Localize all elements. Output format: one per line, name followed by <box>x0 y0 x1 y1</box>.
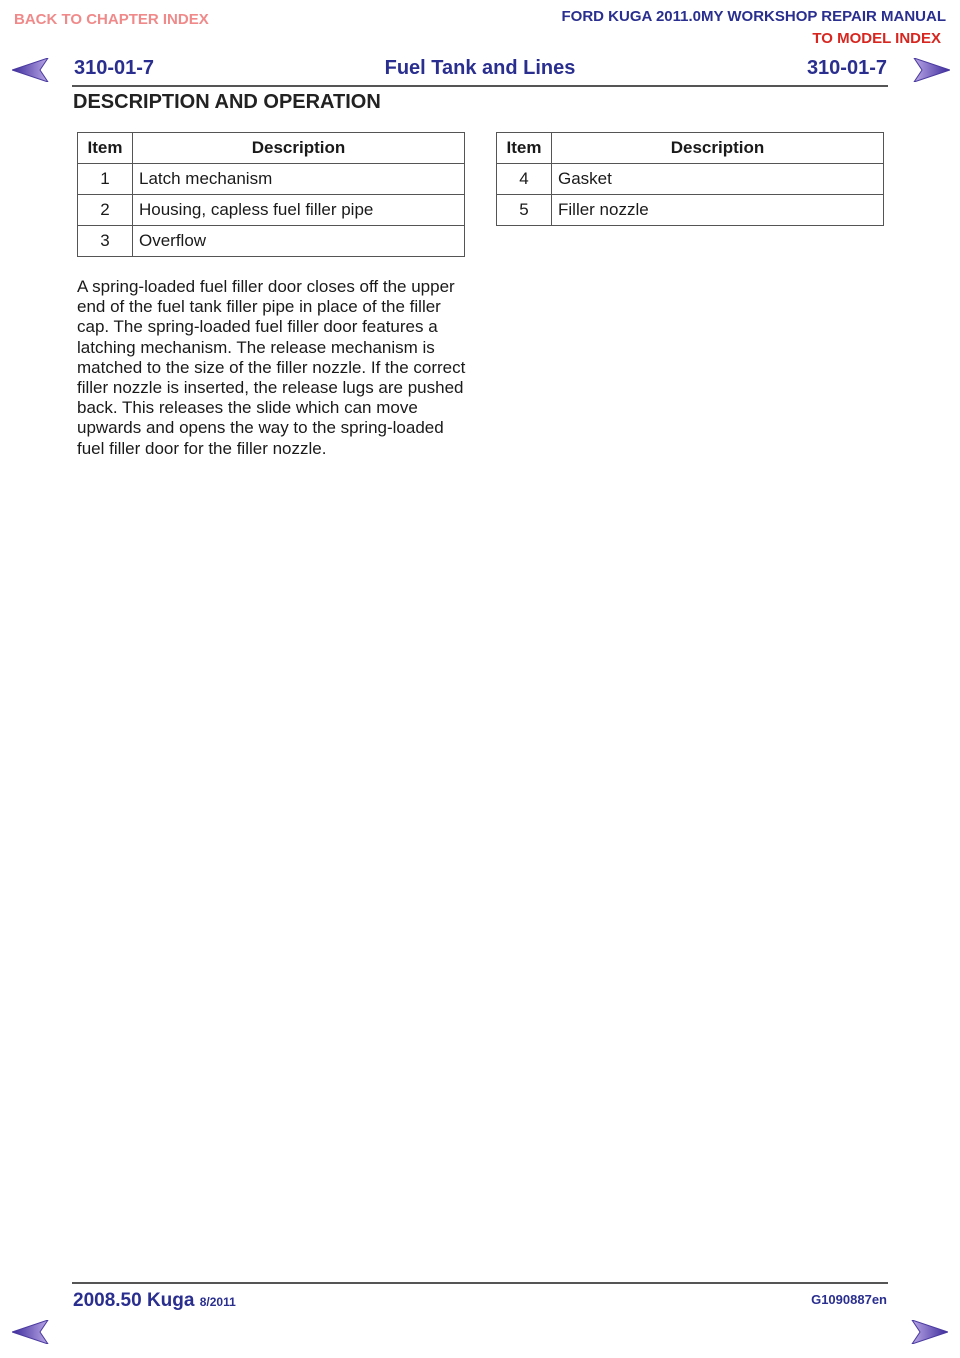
item-description: Gasket <box>552 164 884 195</box>
table-row <box>78 164 465 195</box>
table-header-row <box>497 133 884 164</box>
page-number-right: 310-01-7 <box>806 57 887 79</box>
item-number: 1 <box>78 164 133 195</box>
previous-page-button-bottom[interactable] <box>12 1320 52 1346</box>
item-number: 5 <box>497 195 552 226</box>
column-header-description: Description <box>133 133 465 164</box>
item-description: Housing, capless fuel filler pipe <box>133 195 465 226</box>
footer-model-name: 2008.50 Kuga <box>73 1290 195 1311</box>
back-to-chapter-index-link[interactable]: BACK TO CHAPTER INDEX <box>14 11 209 28</box>
footer-divider <box>72 1282 888 1284</box>
table-row <box>497 195 884 226</box>
footer-date: 8/2011 <box>199 1295 236 1309</box>
table-header-row <box>78 133 465 164</box>
column-header-item: Item <box>497 133 552 164</box>
next-page-button-bottom[interactable] <box>910 1320 950 1346</box>
item-number: 3 <box>78 226 133 257</box>
table-row <box>78 226 465 257</box>
items-table-right <box>496 132 884 226</box>
page-heading: DESCRIPTION AND OPERATION <box>73 91 381 113</box>
item-description: Filler nozzle <box>552 195 884 226</box>
column-header-description: Description <box>552 133 884 164</box>
table-row <box>497 164 884 195</box>
item-number: 4 <box>497 164 552 195</box>
footer-model <box>73 1290 236 1312</box>
column-header-item: Item <box>78 133 133 164</box>
arrow-left-icon <box>12 1320 50 1344</box>
description-paragraph: A spring-loaded fuel filler door closes off the upper end of the fuel tank filler pipe in place of the filler cap. The spring-loaded fuel filler door features a latching mechanism. The release mechanism is matched to the size of the filler nozzle. If the correct filler nozzle is inserted, the release lugs are pushed back. This releases the slide which can move upwards and opens the way to the spring-loaded fuel filler door for the filler nozzle. <box>77 277 466 458</box>
page-number-left: 310-01-7 <box>74 57 155 79</box>
table-row <box>78 195 465 226</box>
footer-code: G1090887en <box>811 1292 887 1307</box>
items-table-left <box>77 132 465 257</box>
header-divider <box>72 85 888 87</box>
item-description: Overflow <box>133 226 465 257</box>
item-number: 2 <box>78 195 133 226</box>
section-title: Fuel Tank and Lines <box>384 57 576 79</box>
item-description: Latch mechanism <box>133 164 465 195</box>
manual-title: FORD KUGA 2011.0MY WORKSHOP REPAIR MANUAL <box>561 8 946 25</box>
to-model-index-link[interactable]: TO MODEL INDEX <box>812 30 941 47</box>
arrow-right-icon <box>910 1320 948 1344</box>
